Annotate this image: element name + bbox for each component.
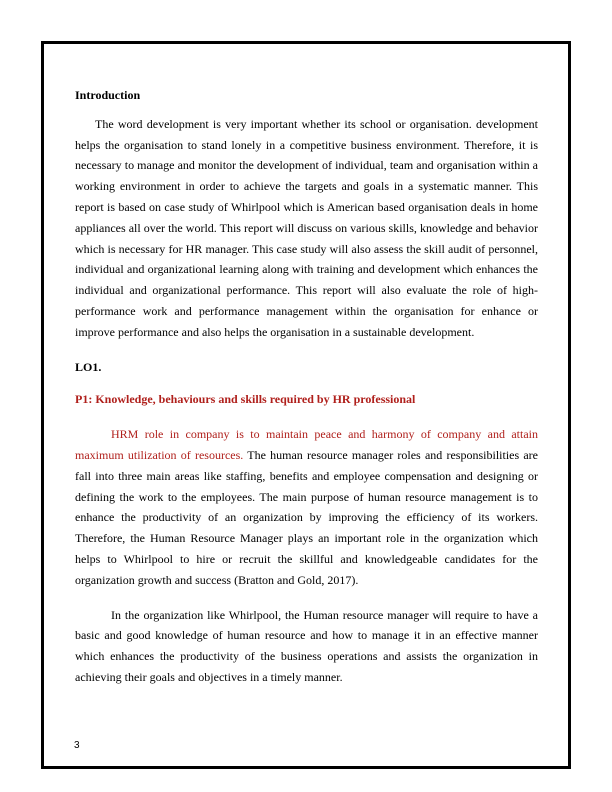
document-body bbox=[75, 85, 538, 688]
page-number: 3 bbox=[74, 740, 80, 751]
p1-heading: P1: Knowledge, behaviours and skills required by HR professional bbox=[75, 392, 416, 407]
p2-paragraph: In the organization like Whirlpool, the Human resource manager will require to have a basic and good knowledge of human resource and how to manage it in an effective manner which enhances the productivity of the business operations and assists the organization in achieving their goals and objectives in a timely manner. bbox=[75, 607, 538, 684]
introduction-paragraph: The word development is very important whether its school or organisation. development helps the organisation to stand lonely in a competitive business environment. Therefore, it is necessary to manage and monitor the development of individual, team and organisation within a working environment in order to achieve the targets and goals in a systematic manner. This report is based on case study of Whirlpool which is American based organisation deals in home appliances all over the world. This report will discuss on various skills, knowledge and behavior which is necessary for HR manager. This case study will also assess the skill audit of personnel, individual and organizational learning along with training and development which enhances the individual and organizational performance. This report will also evaluate the role of high-performance work and performance management within the organisation for enhance or improve performance and also helps the organisation in a sustainable development. bbox=[75, 116, 538, 339]
lo1-heading: LO1. bbox=[75, 359, 102, 374]
p1-paragraph bbox=[75, 424, 538, 590]
introduction-heading: Introduction bbox=[75, 88, 141, 102]
p1-highlight-text: HRM role in company is to maintain peace and harmony of company and attain maximum utilization of resources. bbox=[75, 427, 538, 462]
p1-body-text: The human resource manager roles and responsibilities are fall into three main areas like staffing, benefits and employee compensation and designing or defining the work to the employees. The main purpose of human resource management is to enhance the productivity of an organization by improving the efficiency of its workers. Therefore, the Human Resource Manager plays an important role in the organization which helps to Whirlpool to hire or recruit the skillful and knowledgeable candidates for the organization growth and success (Bratton and Gold, 2017). bbox=[75, 447, 539, 587]
